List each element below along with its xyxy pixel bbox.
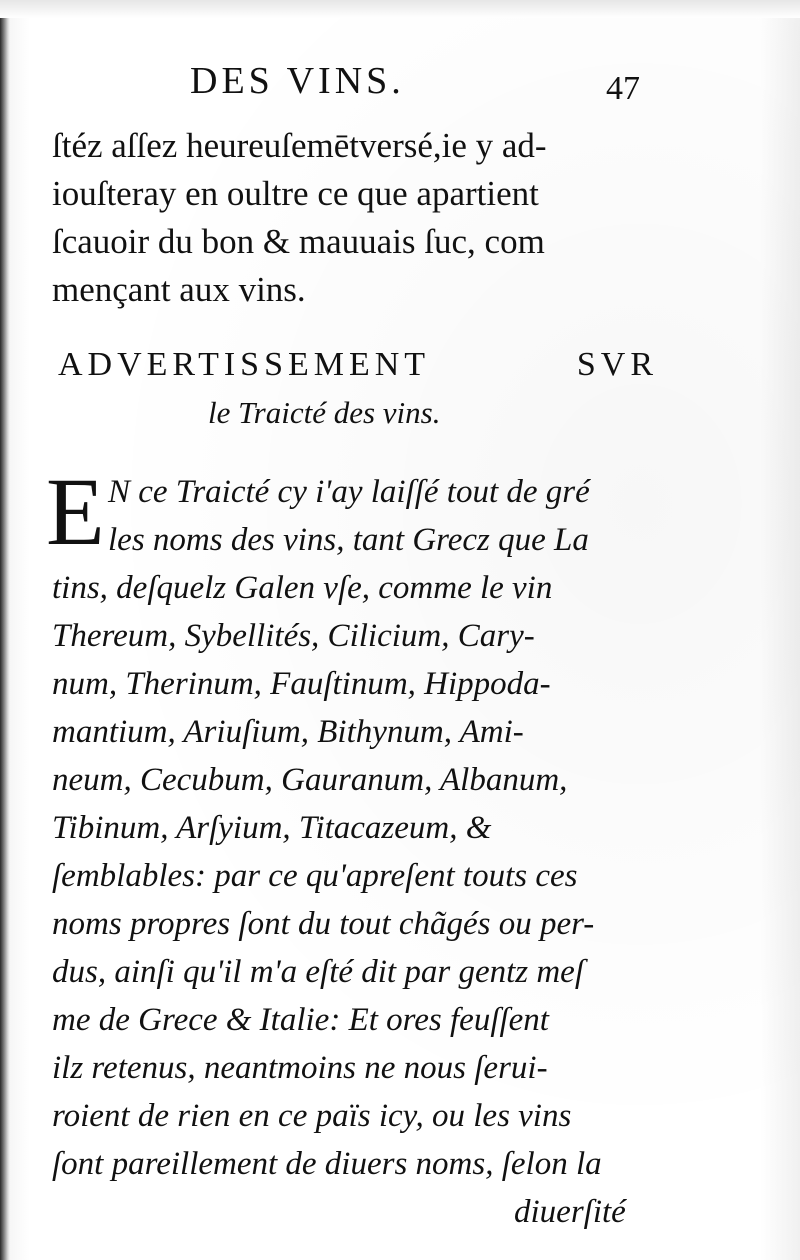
section-title <box>58 348 658 382</box>
text-line: tins, deſquelz Galen vſe, comme le vin <box>52 570 553 606</box>
running-head: DES VINS. <box>190 60 405 102</box>
text-line: me de Grece & Italie: Et ores feuſſent <box>52 1002 549 1038</box>
page-number: 47 <box>606 70 640 107</box>
text-line: iouſteray en oultre ce que apartient <box>52 174 539 213</box>
text-line: les noms des vins, tant Grecz que La <box>108 522 589 558</box>
section-title-right: SVR <box>576 346 658 383</box>
page-header <box>0 52 800 112</box>
text-line: N ce Traicté cy i'ay laiſſé tout de gré <box>108 474 590 510</box>
binding-shadow <box>0 0 10 1260</box>
text-line: ſont pareillement de diuers noms, ſelon la <box>52 1146 602 1182</box>
catchword: diuerſité <box>514 1194 626 1230</box>
section-subtitle: le Traicté des vins. <box>208 395 441 430</box>
text-line: noms propres ſont du tout chãgés ou per- <box>52 906 595 942</box>
section-title-left: ADVERTISSEMENT <box>58 346 431 383</box>
text-line: dus, ainſi qu'il m'a eſté dit par gentz meſ <box>52 954 584 990</box>
text-line: mençant aux vins. <box>52 270 306 309</box>
text-line: ſcauoir du bon & mauuais ſuc, com <box>52 222 545 261</box>
text-line: roient de rien en ce païs icy, ou les vins <box>52 1098 572 1134</box>
drop-cap: E <box>46 458 105 565</box>
text-line: ſemblables: par ce qu'apreſent touts ces <box>52 858 578 894</box>
text-line: ilz retenus, neantmoins ne nous ſerui- <box>52 1050 548 1086</box>
body-paragraph <box>46 458 660 1188</box>
text-line: neum, Cecubum, Gauranum, Albanum, <box>52 762 568 798</box>
text-line: ſtéz aſſez heureuſemētversé,ie y ad- <box>52 126 547 165</box>
text-line: Tibinum, Arſyium, Titacazeum, & <box>52 810 492 846</box>
text-line: mantium, Ariuſium, Bithynum, Ami- <box>52 714 524 750</box>
intro-paragraph <box>52 122 662 314</box>
text-line: num, Therinum, Fauſtinum, Hippoda- <box>52 666 551 702</box>
text-line: Thereum, Sybellités, Cilicium, Cary- <box>52 618 535 654</box>
page-top-edge <box>0 0 800 18</box>
